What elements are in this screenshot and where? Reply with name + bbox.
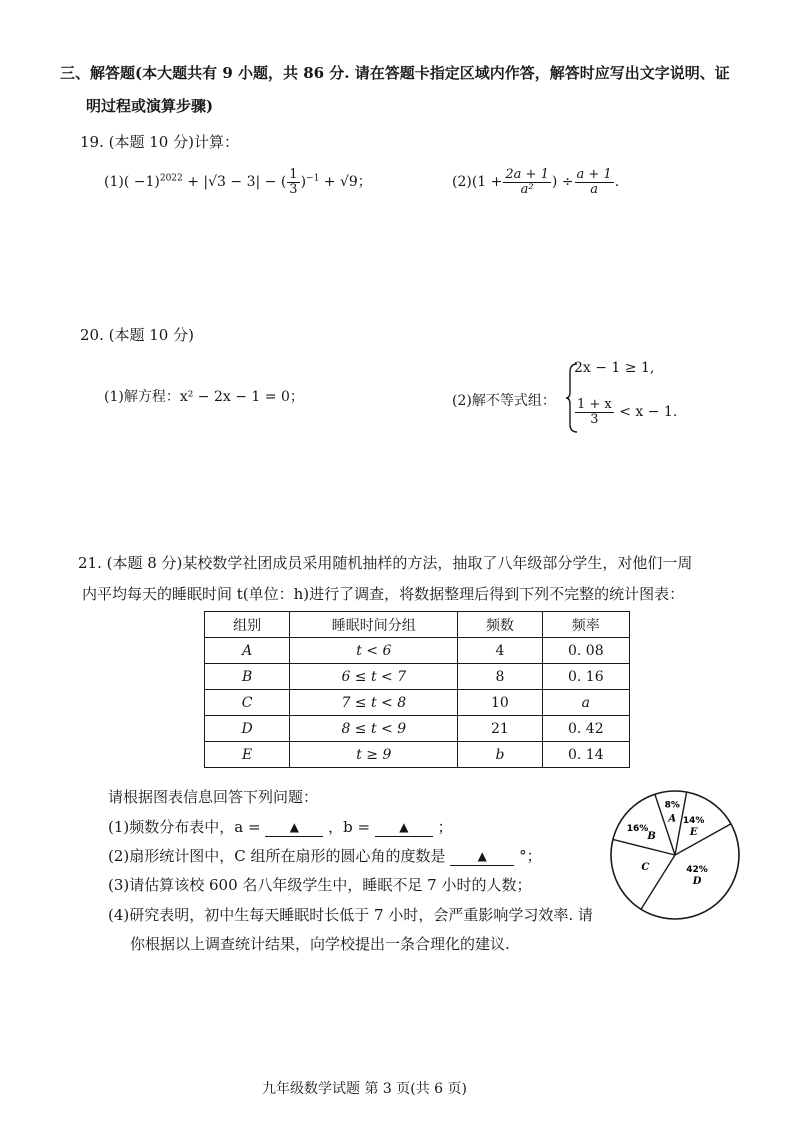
q19-header: 19. (本题 10 分)计算： <box>80 133 239 151</box>
triangle-mark: ▲ <box>399 820 409 834</box>
table-cell-text: t ≥ 9 <box>356 746 392 763</box>
q19-p2-a: (1 + <box>471 174 503 191</box>
q20-ineq2-fraction <box>575 398 614 426</box>
q19-p2-frac2-den: a <box>590 181 598 197</box>
q21-line2: 内平均每天的睡眠时间 t(单位：h)进行了调查，将数据整理后得到下列不完整的统计图表： <box>82 585 685 603</box>
answer-blank-b <box>375 818 433 837</box>
q19-p2-frac-num: 2a + 1 <box>505 167 549 182</box>
pie-category-label: E <box>689 827 698 839</box>
q20-ineq2-den: 3 <box>590 411 599 427</box>
q20-part2-label: (2)解不等式组： <box>452 393 556 409</box>
q20-inequality-2 <box>574 398 677 426</box>
table-cell: 8 <box>458 664 542 690</box>
table-cell: 10 <box>458 690 542 716</box>
table-cell: 0. 16 <box>542 664 629 690</box>
table-cell-text: 7 ≤ t < 8 <box>341 694 407 711</box>
q21-sub2 <box>108 845 542 866</box>
table-cell-text: a <box>581 694 590 711</box>
q21-prompt: 请根据图表信息回答下列问题： <box>108 788 319 806</box>
q21-sub4-line2: 你根据以上调查统计结果，向学校提出一条合理化的建议. <box>130 935 510 953</box>
table-cell: 4 <box>458 638 542 664</box>
q19-p2-frac-den: a² <box>520 181 534 197</box>
q19-p2-fraction <box>503 168 550 196</box>
table-cell: 21 <box>458 716 542 742</box>
q21-sub1 <box>108 816 453 837</box>
table-row <box>205 690 630 716</box>
q19-part1 <box>104 168 372 196</box>
pie-category-label: C <box>641 861 650 873</box>
table-cell <box>290 664 458 690</box>
triangle-mark: ▲ <box>289 820 299 834</box>
q19-p1-exp: 2022 <box>159 173 183 184</box>
table-header-cell: 频数 <box>458 612 542 638</box>
table-header-cell: 组别 <box>205 612 290 638</box>
table-cell <box>290 742 458 768</box>
section-title-line1: 三、解答题(本大题共有 9 小题，共 86 分. 请在答题卡指定区域内作答，解答时应写出文字说明、证 <box>60 64 730 82</box>
pie-percent-label: 16% <box>626 824 649 835</box>
q19-p1-frac-den: 3 <box>289 181 298 197</box>
table-cell <box>205 664 290 690</box>
pie-category-label: D <box>692 876 702 888</box>
table-cell <box>205 742 290 768</box>
answer-blank-a <box>265 818 323 837</box>
table-cell: 0. 42 <box>542 716 629 742</box>
table-header-cell: 频率 <box>542 612 629 638</box>
q20-part1: (1)解方程：x² − 2x − 1 = 0； <box>104 389 304 405</box>
q20-header: 20. (本题 10 分) <box>80 326 194 344</box>
triangle-mark: ▲ <box>477 849 487 863</box>
table-row <box>205 716 630 742</box>
table-cell-text: 6 ≤ t < 7 <box>341 668 407 685</box>
pie-category-label: B <box>647 831 656 843</box>
q19-p1-exp2: −1 <box>306 173 320 184</box>
table-header-cell: 睡眠时间分组 <box>290 612 458 638</box>
q21-sub4-line1: (4)研究表明，初中生每天睡眠时长低于 7 小时，会严重影响学习效率. 请 <box>108 906 593 924</box>
table-cell <box>205 716 290 742</box>
q19-p1-a: ( −1) <box>123 174 160 191</box>
pie-percent-label: 14% <box>682 816 705 827</box>
table-cell <box>290 638 458 664</box>
table-cell <box>290 690 458 716</box>
q21-sub2-a: (2)扇形统计图中，C 组所在扇形的圆心角的度数是 <box>108 847 446 865</box>
q19-p2-c: . <box>614 174 620 191</box>
q19-p2-fraction2 <box>575 168 614 196</box>
pie-percent-label: 42% <box>686 865 708 876</box>
q20-ineq2-num: 1 + x <box>577 397 612 412</box>
table-cell: 0. 08 <box>542 638 629 664</box>
q21-sub1-b: ，b = <box>328 818 371 836</box>
table-row <box>205 742 630 768</box>
section-title-line2: 明过程或演算步骤) <box>86 97 214 115</box>
q19-p1-frac-num: 1 <box>289 167 298 182</box>
page-footer: 九年级数学试题 第 3 页(共 6 页) <box>262 1081 467 1097</box>
table-row <box>205 664 630 690</box>
table-cell-text: B <box>242 668 253 685</box>
table-cell-text: D <box>241 720 253 737</box>
q19-p2-label: (2) <box>452 174 472 191</box>
table-cell-text: A <box>242 642 253 659</box>
table-cell-text: b <box>495 746 505 763</box>
q21-sub1-a: (1)频数分布表中，a = <box>108 818 261 836</box>
q19-p1-d: + √9； <box>319 174 372 191</box>
q20-ineq2-rest: < x − 1. <box>619 404 678 421</box>
q21-sub3: (3)请估算该校 600 名八年级学生中，睡眠不足 7 小时的人数； <box>108 876 532 894</box>
table-cell <box>458 742 542 768</box>
q19-p2-frac2-num: a + 1 <box>576 167 612 182</box>
table-cell <box>542 690 629 716</box>
table-header-row <box>205 612 630 638</box>
q20-inequality-1: 2x − 1 ≥ 1, <box>574 360 655 376</box>
table-row <box>205 638 630 664</box>
answer-blank-angle <box>450 847 514 866</box>
table-cell: 0. 14 <box>542 742 629 768</box>
table-cell-text: t < 6 <box>356 642 392 659</box>
q21-sub2-b: °； <box>519 847 542 865</box>
q19-p1-c: ) <box>300 174 307 191</box>
pie-percent-label: 8% <box>664 800 680 811</box>
q21-line1: 21. (本题 8 分)某校数学社团成员采用随机抽样的方法，抽取了八年级部分学生，对他们一周 <box>78 554 693 572</box>
sleep-pie-chart <box>605 785 745 925</box>
q19-p1-label: (1) <box>104 174 124 191</box>
q21-sub1-c: ； <box>437 818 453 836</box>
pie-category-label: A <box>668 813 677 825</box>
q19-part2 <box>452 168 619 196</box>
q19-p1-b: + |√3 − 3| − ( <box>182 174 287 191</box>
table-cell <box>205 638 290 664</box>
table-cell <box>290 716 458 742</box>
q19-p1-fraction <box>287 168 299 196</box>
q19-p2-b: ) ÷ <box>551 174 574 191</box>
frequency-table <box>204 611 630 768</box>
table-cell-text: C <box>241 694 253 711</box>
table-cell-text: E <box>242 746 253 763</box>
table-cell-text: 8 ≤ t < 9 <box>341 720 407 737</box>
table-cell <box>205 690 290 716</box>
